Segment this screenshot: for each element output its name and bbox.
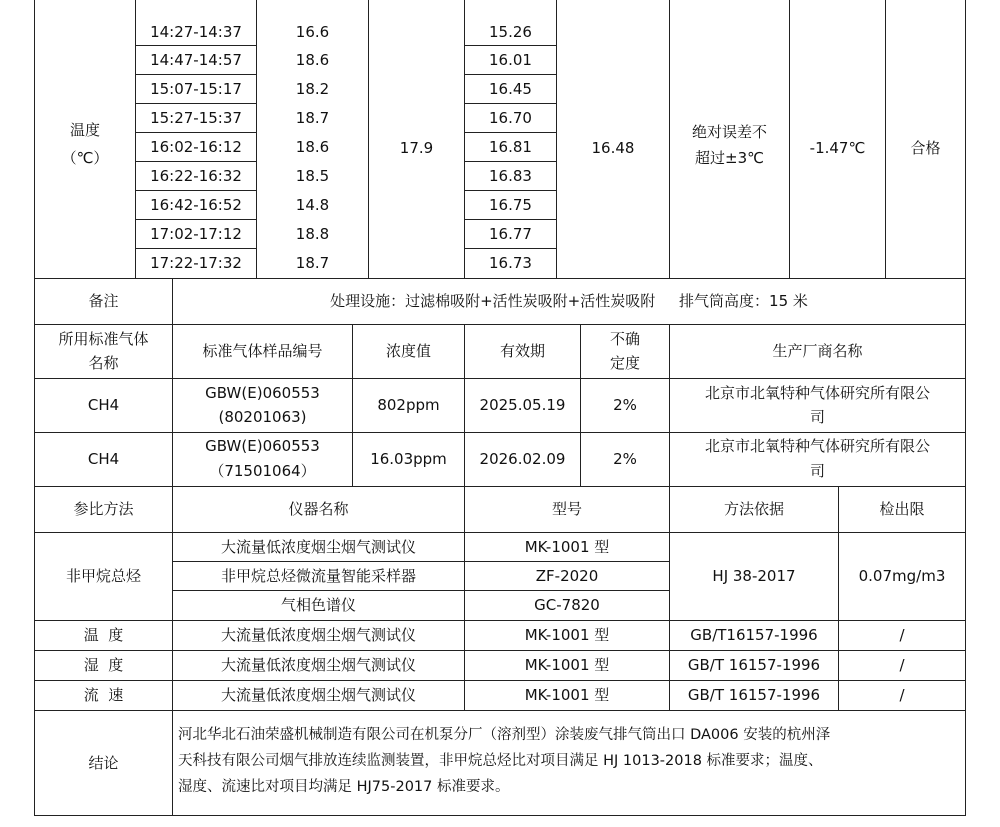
concentration: 16.03ppm (370, 450, 447, 468)
temp-label: 温度 (69, 120, 100, 139)
instrument-model: MK-1001 型 (524, 537, 610, 556)
reference-value: 14.8 (295, 195, 330, 214)
reference-value: 18.6 (295, 50, 330, 69)
instrument-name: 大流量低浓度烟尘烟气测试仪 (220, 686, 416, 704)
time-cell: 16:42-16:52 (150, 195, 242, 214)
instrument-name: 大流量低浓度烟尘烟气测试仪 (220, 626, 416, 644)
reference-average: 17.9 (399, 138, 434, 157)
instrument-name: 大流量低浓度烟尘烟气测试仪 (220, 656, 416, 674)
instrument-model: ZF-2020 (535, 566, 599, 585)
instrument-model: GC-7820 (534, 596, 600, 614)
cems-value: 16.01 (489, 50, 532, 69)
sample-no-line-2: （71501064） (209, 461, 316, 480)
reference-value: 16.6 (295, 23, 330, 41)
cems-value: 16.75 (489, 195, 532, 214)
method-label: 流 速 (83, 686, 124, 704)
grid-line (172, 710, 173, 816)
cems-average: 16.48 (591, 138, 635, 157)
conclusion-line-2: 天科技有限公司烟气排放连续监测装置，非甲烷总烃比对项目满足 HJ 1013-2018 标准要求；温度、 (178, 752, 823, 769)
sample-no-line-1: GBW(E)060553 (205, 436, 320, 455)
method-basis: GB/T 16157-1996 (687, 686, 821, 704)
validity: 2026.02.09 (479, 450, 566, 468)
remark-label: 备注 (88, 292, 119, 310)
gas-name: CH4 (87, 450, 120, 468)
reference-value: 18.6 (295, 137, 330, 156)
manufacturer-line-1: 北京市北氧特种气体研究所有限公 (704, 436, 930, 455)
detection-limit: / (899, 686, 905, 704)
cems-value: 16.73 (489, 254, 532, 272)
cems-value: 16.45 (489, 79, 532, 98)
manufacturer-line-1: 北京市北氧特种气体研究所有限公 (704, 383, 930, 402)
detection-limit: / (899, 656, 905, 674)
error-value: -1.47℃ (809, 138, 866, 157)
header-gas-name-line-1: 所用标准气体 (58, 329, 149, 348)
detection-limit: / (899, 626, 905, 644)
manufacturer-line-2: 司 (809, 407, 825, 426)
requirement-line-1: 绝对误差不 (691, 122, 767, 141)
cems-value: 16.81 (489, 137, 532, 156)
cems-value: 16.83 (489, 166, 532, 185)
cems-value: 16.77 (489, 224, 532, 243)
sample-no-line-2: (80201063) (218, 407, 307, 426)
header-validity: 有效期 (499, 342, 545, 360)
header-uncertainty-line-1: 不确 (609, 329, 640, 348)
grid-line (965, 0, 966, 816)
instrument-model: MK-1001 型 (524, 626, 610, 644)
reference-value: 18.7 (295, 254, 330, 272)
grid-line (34, 710, 966, 711)
header-model: 型号 (551, 500, 582, 518)
manufacturer-line-2: 司 (809, 461, 825, 480)
reference-value: 18.2 (295, 79, 330, 98)
requirement-line-2: 超过±3℃ (695, 148, 764, 167)
header-sample-no: 标准气体样品编号 (202, 342, 323, 360)
cems-value: 16.70 (489, 108, 532, 127)
header-uncertainty-line-2: 定度 (609, 353, 640, 372)
instrument-model: MK-1001 型 (524, 656, 610, 674)
time-cell: 15:07-15:17 (150, 79, 242, 98)
remark-text: 处理设施：过滤棉吸附+活性炭吸附+活性炭吸附 排气筒高度：15 米 (330, 292, 808, 310)
method-label: 温 度 (83, 626, 124, 644)
validity: 2025.05.19 (479, 396, 566, 414)
instrument-name: 非甲烷总烃微流量智能采样器 (220, 566, 416, 585)
uncertainty: 2% (613, 450, 637, 468)
sample-no-line-1: GBW(E)060553 (205, 383, 320, 402)
header-manufacturer: 生产厂商名称 (772, 342, 863, 360)
detection-limit: 0.07mg/m3 (858, 567, 946, 585)
reference-value: 18.8 (295, 224, 330, 243)
time-cell: 16:02-16:12 (150, 137, 242, 156)
instrument-model: MK-1001 型 (524, 686, 610, 704)
gas-name: CH4 (87, 396, 120, 414)
method-basis: GB/T 16157-1996 (687, 656, 821, 674)
time-cell: 14:27-14:37 (150, 23, 242, 41)
conclusion-line-3: 湿度、流速比对项目均满足 HJ75-2017 标准要求。 (178, 778, 510, 795)
uncertainty: 2% (613, 396, 637, 414)
header-method: 参比方法 (73, 500, 134, 518)
time-cell: 17:22-17:32 (150, 254, 242, 272)
time-cell: 14:47-14:57 (150, 50, 242, 69)
method-basis: HJ 38-2017 (712, 567, 796, 585)
header-basis: 方法依据 (723, 500, 784, 518)
temp-unit: （℃） (61, 148, 109, 167)
conclusion-line-1: 河北华北石油荣盛机械制造有限公司在机泵分厂（溶剂型）涂装废气排气筒出口 DA006 安装的杭州泽 (178, 726, 831, 743)
nmhc-label: 非甲烷总烃 (65, 567, 141, 585)
grid-line (34, 815, 966, 816)
time-cell: 15:27-15:37 (150, 108, 242, 127)
result-value: 合格 (910, 138, 941, 157)
header-detection-limit: 检出限 (879, 500, 925, 518)
header-concentration: 浓度值 (385, 342, 431, 360)
method-label: 湿 度 (83, 656, 124, 674)
time-cell: 17:02-17:12 (150, 224, 242, 243)
cems-value: 15.26 (489, 23, 532, 41)
instrument-name: 大流量低浓度烟尘烟气测试仪 (220, 537, 416, 556)
time-cell: 16:22-16:32 (150, 166, 242, 185)
reference-value: 18.5 (295, 166, 330, 185)
method-basis: GB/T16157-1996 (690, 626, 818, 644)
instrument-name: 气相色谱仪 (280, 596, 356, 614)
header-instrument: 仪器名称 (288, 500, 349, 518)
header-gas-name-line-2: 名称 (88, 353, 119, 372)
conclusion-label: 结论 (88, 753, 119, 772)
reference-value: 18.7 (295, 108, 330, 127)
concentration: 802ppm (377, 396, 440, 414)
